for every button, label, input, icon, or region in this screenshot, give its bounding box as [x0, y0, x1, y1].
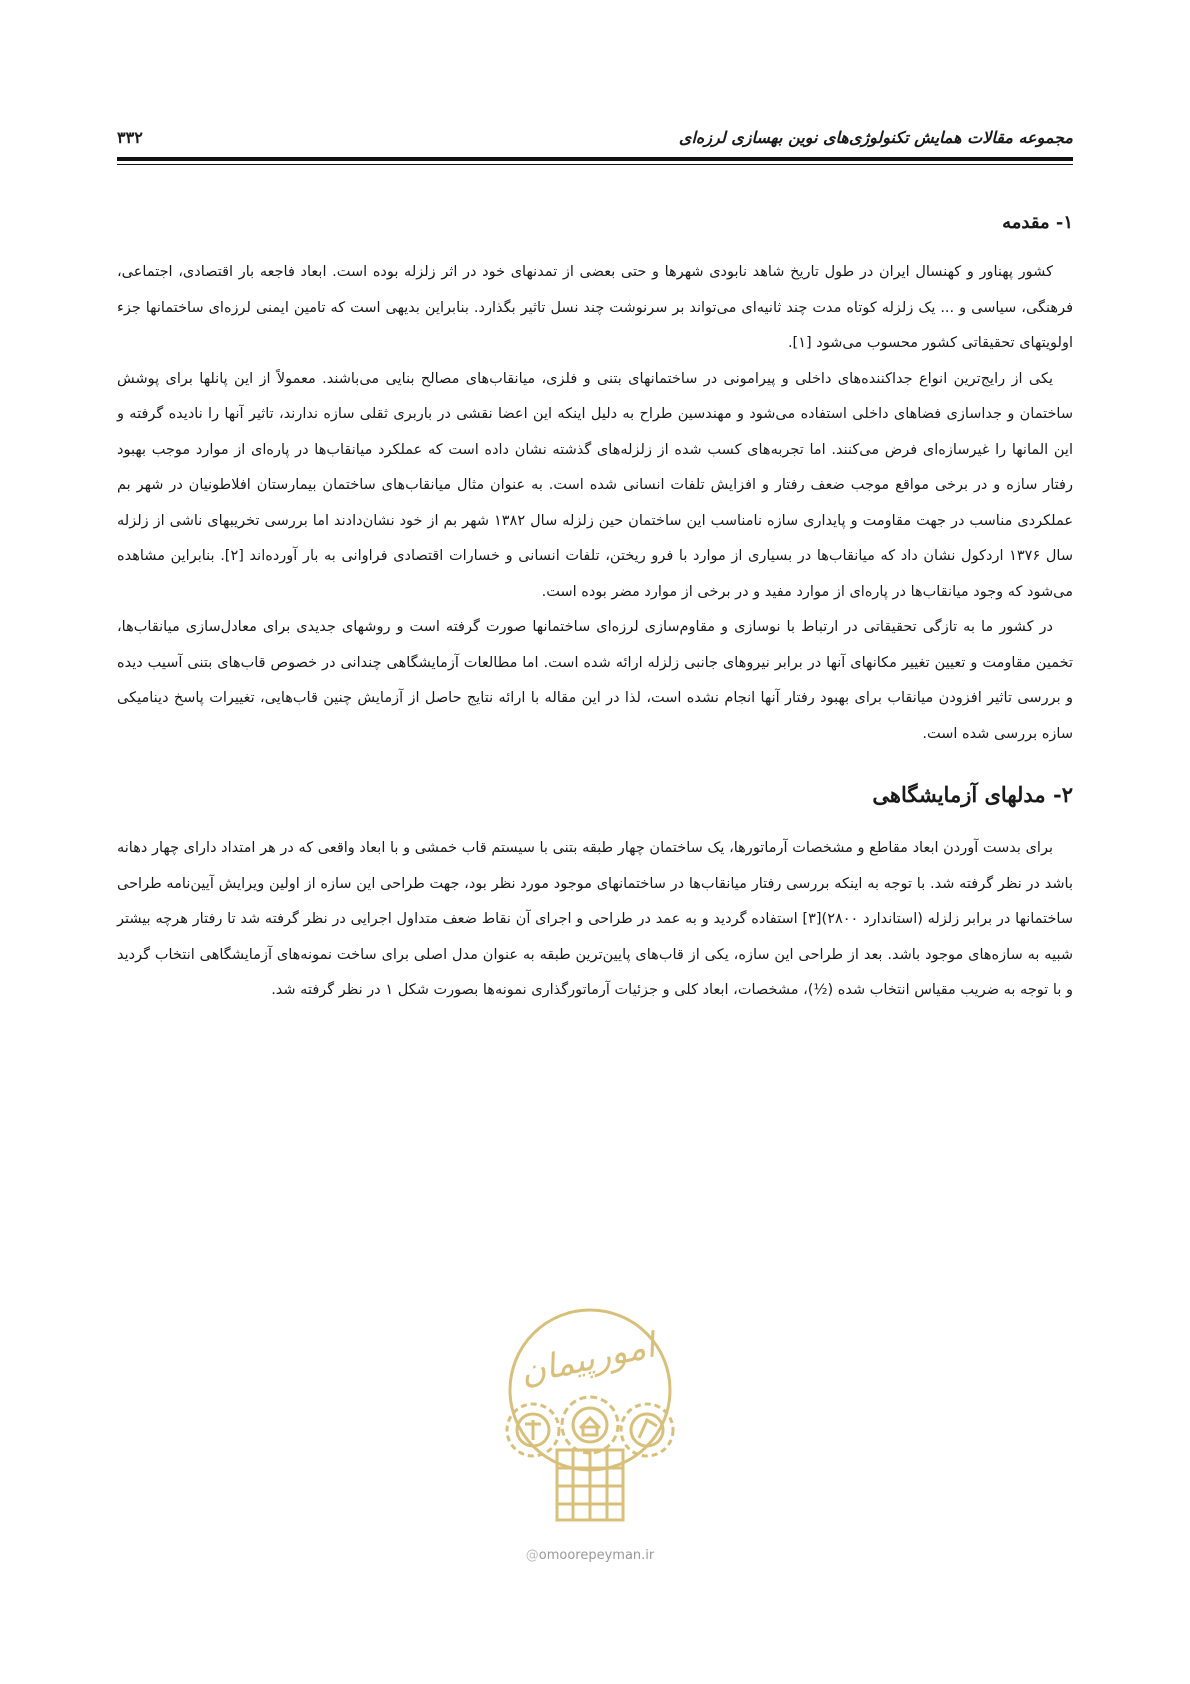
- section-heading-introduction: ۱- مقدمه: [1002, 212, 1073, 233]
- watermark-url: omoorepeyman.ir: [538, 1548, 655, 1563]
- section-heading-experimental-models: ۲- مدلهای آزمایشگاهی: [872, 782, 1073, 807]
- paragraph: کشور پهناور و کهنسال ایران در طول تاریخ شاهد نابودی شهرها و حتی بعضی از تمدنهای خود در اثر زلزله بوده است. ابعاد فاجعه بار اقتصادی، اجتماعی، فرهنگی، سیاسی و ... یک زلزله کوتاه مدت چند ثانیه‌ای می‌تواند بر سرنوشت چند نسل تاثیر بگذارد. بنابراین بدیهی است که تامین ایمنی لرزه‌ای ساختمانها جزء اولویتهای تحقیقاتی کشور محسوب می‌شود [۱].: [117, 264, 1073, 351]
- watermark-caption: [495, 1548, 685, 1563]
- running-header: [117, 128, 1073, 154]
- paragraph: در کشور ما به تازگی تحقیقاتی در ارتباط با نوسازی و مقاوم‌سازی لرزه‌ای ساختمانها صورت گرفته است و روشهای جدیدی برای معادل‌سازی میانقاب‌ها، تخمین مقاومت و تعیین تغییر مکانهای آنها در برابر نیروهای جانبی زلزله ارائه شده است. اما مطالعات آزمایشگاهی چندانی در خصوص قاب‌های بتنی آسیب دیده و بررسی تاثیر افزودن میانقاب برای بهبود رفتار آنها انجام نشده است، لذا در این مقاله با ارائه نتایج حاصل از آزمایش چنین قاب‌هایی، تغییرات پاسخ دینامیکی سازه بررسی شده است.: [117, 619, 1073, 742]
- paragraph: برای بدست آوردن ابعاد مقاطع و مشخصات آرماتورها، یک ساختمان چهار طبقه بتنی با سیستم قاب خمشی و با ابعاد واقعی که در هر امتداد دارای چهار دهانه باشد در نظر گرفته شد. با توجه به اینکه بررسی رفتار میانقاب‌ها در ساختمانهای موجود مورد نظر بود، جهت طراحی این سازه از اولین ویرایش آیین‌نامه طراحی ساختمانها در برابر زلزله (استاندارد ۲۸۰۰)[۳] استفاده گردید و به عمد در طراحی و اجرای آن نقاط ضعف متداول اجرایی در نظر گرفته شد تا رفتار هرچه بیشتر شبیه به سازه‌های موجود باشد. بعد از طراحی این سازه، یکی از قاب‌های پایین‌ترین طبقه به عنوان مدل اصلی برای ساخت نمونه‌های آزمایشگاهی انتخاب گردید و با توجه به ضریب مقیاس انتخاب شده (½)، مشخصات، ابعاد کلی و جزئیات آرماتورگذاری نمونه‌ها بصورت شکل ۱ در نظر گرفته شد.: [117, 840, 1073, 998]
- journal-title: مجموعه مقالات همایش تکنولوژی‌های نوین بهسازی لرزه‌ای: [678, 128, 1073, 147]
- page-number: ۳۳۲: [117, 128, 143, 147]
- body-text: [117, 212, 1073, 1009]
- at-icon: @: [525, 1548, 539, 1563]
- svg-text:امورپیمان: امورپیمان: [516, 1325, 659, 1393]
- header-rule-thick: [117, 157, 1073, 161]
- paragraph: یکی از رایج‌ترین انواع جداکننده‌های داخلی و پیرامونی در ساختمانهای بتنی و فلزی، میانقاب‌های مصالح بنایی می‌باشند. معمولاً از این پانلها برای پوشش ساختمان و جداسازی فضاهای داخلی استفاده می‌شود و مهندسین طراح به دلیل اینکه این اعضا نقشی در باربری ثقلی سازه ندارند، تاثیر آنها را نادیده گرفته و این المانها را غیرسازه‌ای فرض می‌کنند. اما تجربه‌های کسب شده از زلزله‌های گذشته نشان داده است که عملکرد میانقاب‌ها در پاره‌ای از موارد موجب بهبود رفتار سازه و در برخی مواقع موجب ضعف رفتار و افزایش تلفات انسانی شده است. به عنوان مثال میانقاب‌های ساختمان بیمارستان افلاطونیان در شهر بم عملکردی مناسب در جهت مقاومت و پایداری سازه نامناسب این ساختمان حین زلزله سال ۱۳۸۲ شهر بم از خود نشان‌دادند اما بررسی تخریبهای ناشی از زلزله سال ۱۳۷۶ اردکول نشان داد که میانقاب‌ها در بسیاری از موارد با فرو ریختن، تلفات انسانی و خسارات اقتصادی فراوانی به بار آورده‌اند [۲]. بنابراین مشاهده می‌شود که وجود میانقاب‌ها در پاره‌ای از موارد مفید و در برخی از موارد مضر بوده است.: [117, 370, 1073, 600]
- header-rule-thin: [117, 164, 1073, 165]
- omoorepeyman-logo-icon: [495, 1290, 685, 1540]
- watermark-logo: [495, 1290, 685, 1563]
